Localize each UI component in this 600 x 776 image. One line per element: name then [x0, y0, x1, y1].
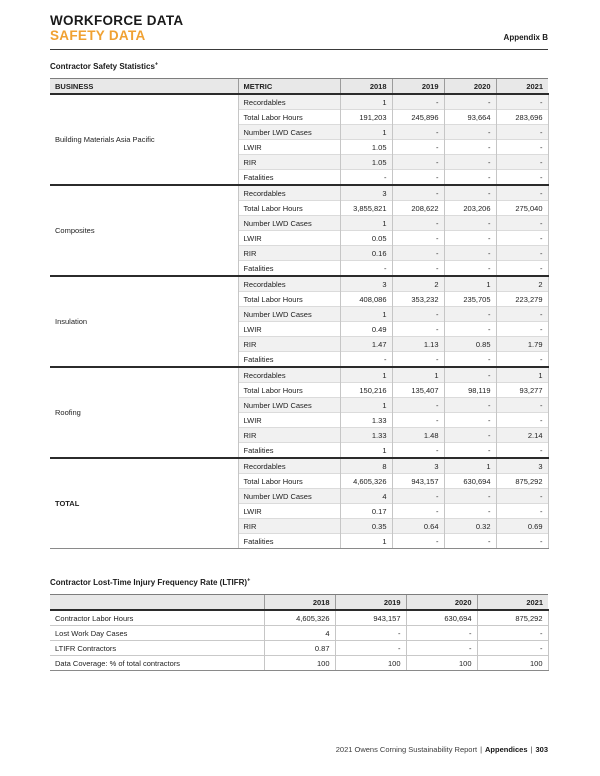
value-cell: 275,040	[496, 201, 548, 216]
value-cell: -	[444, 216, 496, 231]
value-cell: -	[406, 626, 477, 641]
table-row	[50, 276, 548, 292]
table-row	[50, 458, 548, 474]
value-cell: 0.32	[444, 519, 496, 534]
value-cell: -	[444, 140, 496, 155]
page-footer	[336, 745, 548, 754]
footer-separator: |	[480, 745, 483, 754]
footer-page-number: 303	[535, 745, 548, 754]
metric-cell: LWIR	[238, 504, 340, 519]
value-cell: -	[335, 641, 406, 656]
ltifr-table	[50, 594, 549, 671]
value-cell: -	[496, 398, 548, 413]
column-header-2021: 2021	[496, 79, 548, 95]
value-cell: -	[444, 185, 496, 201]
value-cell: 3	[392, 458, 444, 474]
table-row	[50, 185, 548, 201]
value-cell: 943,157	[335, 610, 406, 626]
value-cell: -	[496, 307, 548, 322]
value-cell: -	[444, 170, 496, 186]
metric-cell: Fatalities	[238, 261, 340, 277]
value-cell: 283,696	[496, 110, 548, 125]
metric-cell: Fatalities	[238, 443, 340, 459]
value-cell: -	[496, 322, 548, 337]
footnote-marker: +	[247, 577, 251, 584]
value-cell: -	[496, 352, 548, 368]
value-cell: -	[340, 352, 392, 368]
value-cell: 1	[340, 534, 392, 549]
metric-cell: Number LWD Cases	[238, 307, 340, 322]
table2-header-row	[50, 595, 548, 611]
value-cell: 4,605,326	[340, 474, 392, 489]
page-header	[50, 13, 548, 43]
value-cell: 4,605,326	[264, 610, 335, 626]
footer-report-name: 2021 Owens Corning Sustainability Report	[335, 745, 478, 754]
value-cell: -	[444, 413, 496, 428]
value-cell: -	[335, 626, 406, 641]
metric-cell: Total Labor Hours	[238, 110, 340, 125]
value-cell: -	[392, 307, 444, 322]
metric-cell: Number LWD Cases	[238, 125, 340, 140]
business-cell: Roofing	[50, 367, 238, 458]
title-block	[50, 13, 183, 43]
value-cell: 1.48	[392, 428, 444, 443]
table-row	[50, 656, 548, 671]
value-cell: -	[444, 231, 496, 246]
value-cell: 1	[392, 367, 444, 383]
value-cell: -	[496, 155, 548, 170]
value-cell: 0.49	[340, 322, 392, 337]
metric-cell: Fatalities	[238, 352, 340, 368]
value-cell: 408,086	[340, 292, 392, 307]
value-cell: -	[392, 140, 444, 155]
value-cell: 1.33	[340, 413, 392, 428]
value-cell: -	[392, 216, 444, 231]
value-cell: -	[392, 322, 444, 337]
value-cell: 223,279	[496, 292, 548, 307]
metric-cell: RIR	[238, 519, 340, 534]
row-label-cell: Data Coverage: % of total contractors	[50, 656, 264, 671]
value-cell: 0.69	[496, 519, 548, 534]
column-header-2018: 2018	[264, 595, 335, 611]
metric-cell: Recordables	[238, 185, 340, 201]
value-cell: -	[392, 504, 444, 519]
table-row	[50, 94, 548, 110]
value-cell: 1	[444, 276, 496, 292]
value-cell: 3,855,821	[340, 201, 392, 216]
table-row	[50, 367, 548, 383]
value-cell: 630,694	[444, 474, 496, 489]
metric-cell: Recordables	[238, 458, 340, 474]
table-row	[50, 641, 548, 656]
value-cell: -	[496, 504, 548, 519]
metric-cell: Fatalities	[238, 170, 340, 186]
value-cell: -	[496, 216, 548, 231]
value-cell: 0.16	[340, 246, 392, 261]
value-cell: -	[496, 489, 548, 504]
value-cell: -	[444, 352, 496, 368]
report-page	[50, 0, 548, 671]
value-cell: 1	[340, 94, 392, 110]
column-header-2019: 2019	[335, 595, 406, 611]
value-cell: -	[392, 246, 444, 261]
contractor-safety-title	[50, 62, 548, 71]
value-cell: 135,407	[392, 383, 444, 398]
column-header-2021: 2021	[477, 595, 548, 611]
value-cell: -	[477, 626, 548, 641]
metric-cell: RIR	[238, 337, 340, 352]
value-cell: -	[444, 367, 496, 383]
value-cell: 245,896	[392, 110, 444, 125]
value-cell: -	[444, 307, 496, 322]
ltifr-title	[50, 578, 548, 587]
column-header-2018: 2018	[340, 79, 392, 95]
metric-cell: Recordables	[238, 94, 340, 110]
value-cell: 4	[264, 626, 335, 641]
value-cell: -	[392, 443, 444, 459]
value-cell: -	[444, 322, 496, 337]
value-cell: 353,232	[392, 292, 444, 307]
value-cell: 3	[496, 458, 548, 474]
value-cell: -	[496, 246, 548, 261]
value-cell: 1	[340, 307, 392, 322]
value-cell: -	[496, 140, 548, 155]
value-cell: 1.13	[392, 337, 444, 352]
value-cell: 150,216	[340, 383, 392, 398]
value-cell: -	[340, 261, 392, 277]
column-header-2020: 2020	[406, 595, 477, 611]
value-cell: 203,206	[444, 201, 496, 216]
metric-cell: LWIR	[238, 231, 340, 246]
value-cell: 1.79	[496, 337, 548, 352]
value-cell: 0.17	[340, 504, 392, 519]
metric-cell: Total Labor Hours	[238, 474, 340, 489]
value-cell: 0.35	[340, 519, 392, 534]
table1-header-row	[50, 79, 548, 95]
value-cell: 191,203	[340, 110, 392, 125]
metric-cell: RIR	[238, 246, 340, 261]
value-cell: 1	[340, 398, 392, 413]
row-label-cell: LTIFR Contractors	[50, 641, 264, 656]
value-cell: -	[444, 155, 496, 170]
value-cell: -	[392, 413, 444, 428]
column-header-business: BUSINESS	[50, 79, 238, 95]
value-cell: 1	[444, 458, 496, 474]
column-header-metric: METRIC	[238, 79, 340, 95]
value-cell: 1	[340, 367, 392, 383]
value-cell: -	[392, 170, 444, 186]
value-cell: 1.33	[340, 428, 392, 443]
value-cell: 2	[496, 276, 548, 292]
metric-cell: Recordables	[238, 276, 340, 292]
value-cell: 93,664	[444, 110, 496, 125]
value-cell: -	[444, 428, 496, 443]
metric-cell: Number LWD Cases	[238, 398, 340, 413]
business-cell: Building Materials Asia Pacific	[50, 94, 238, 185]
value-cell: 8	[340, 458, 392, 474]
value-cell: -	[444, 489, 496, 504]
value-cell: -	[496, 261, 548, 277]
value-cell: -	[496, 94, 548, 110]
value-cell: 875,292	[477, 610, 548, 626]
value-cell: 3	[340, 185, 392, 201]
value-cell: 93,277	[496, 383, 548, 398]
value-cell: -	[392, 231, 444, 246]
table-row	[50, 610, 548, 626]
ltifr-title-text: Contractor Lost-Time Injury Frequency Rate (LTIFR)	[50, 578, 248, 587]
value-cell: -	[392, 94, 444, 110]
value-cell: -	[444, 246, 496, 261]
appendix-label: Appendix B	[503, 33, 548, 42]
value-cell: 1	[340, 125, 392, 140]
value-cell: 875,292	[496, 474, 548, 489]
metric-cell: LWIR	[238, 413, 340, 428]
metric-cell: Total Labor Hours	[238, 383, 340, 398]
metric-cell: Recordables	[238, 367, 340, 383]
value-cell: -	[444, 534, 496, 549]
metric-cell: Number LWD Cases	[238, 216, 340, 231]
value-cell: -	[392, 155, 444, 170]
value-cell: 1.05	[340, 140, 392, 155]
row-label-cell: Contractor Labor Hours	[50, 610, 264, 626]
metric-cell: LWIR	[238, 140, 340, 155]
footer-section-name: Appendices	[485, 745, 528, 754]
column-header-blank	[50, 595, 264, 611]
value-cell: -	[496, 125, 548, 140]
value-cell: -	[496, 170, 548, 186]
column-header-2020: 2020	[444, 79, 496, 95]
metric-cell: Number LWD Cases	[238, 489, 340, 504]
value-cell: -	[444, 443, 496, 459]
value-cell: -	[496, 443, 548, 459]
value-cell: -	[496, 534, 548, 549]
value-cell: -	[392, 261, 444, 277]
value-cell: 2.14	[496, 428, 548, 443]
business-cell: TOTAL	[50, 458, 238, 549]
value-cell: -	[392, 352, 444, 368]
table-row	[50, 626, 548, 641]
column-header-2019: 2019	[392, 79, 444, 95]
value-cell: -	[392, 125, 444, 140]
value-cell: -	[444, 94, 496, 110]
value-cell: -	[392, 489, 444, 504]
value-cell: 100	[264, 656, 335, 671]
value-cell: 0.64	[392, 519, 444, 534]
value-cell: -	[496, 413, 548, 428]
value-cell: 1.05	[340, 155, 392, 170]
value-cell: 4	[340, 489, 392, 504]
value-cell: 943,157	[392, 474, 444, 489]
metric-cell: Total Labor Hours	[238, 201, 340, 216]
metric-cell: RIR	[238, 428, 340, 443]
metric-cell: Total Labor Hours	[238, 292, 340, 307]
page-title: WORKFORCE DATA	[50, 13, 184, 28]
table2-body	[50, 610, 548, 671]
table1-body	[50, 94, 548, 549]
contractor-safety-title-text: Contractor Safety Statistics	[50, 62, 155, 71]
contractor-safety-table	[50, 78, 549, 549]
value-cell: -	[496, 185, 548, 201]
business-cell: Composites	[50, 185, 238, 276]
value-cell: 100	[406, 656, 477, 671]
table1-head	[50, 79, 548, 95]
value-cell: 208,622	[392, 201, 444, 216]
value-cell: 630,694	[406, 610, 477, 626]
value-cell: 100	[477, 656, 548, 671]
value-cell: 1	[340, 216, 392, 231]
page-subtitle: SAFETY DATA	[50, 28, 146, 43]
business-cell: Insulation	[50, 276, 238, 367]
metric-cell: LWIR	[238, 322, 340, 337]
value-cell: -	[392, 534, 444, 549]
value-cell: -	[444, 261, 496, 277]
metric-cell: RIR	[238, 155, 340, 170]
value-cell: 1	[340, 443, 392, 459]
value-cell: 0.87	[264, 641, 335, 656]
value-cell: 1	[496, 367, 548, 383]
header-divider	[50, 49, 548, 50]
value-cell: 100	[335, 656, 406, 671]
value-cell: 0.05	[340, 231, 392, 246]
value-cell: -	[477, 641, 548, 656]
table2-head	[50, 595, 548, 611]
value-cell: -	[340, 170, 392, 186]
value-cell: 2	[392, 276, 444, 292]
value-cell: -	[444, 504, 496, 519]
metric-cell: Fatalities	[238, 534, 340, 549]
value-cell: -	[392, 185, 444, 201]
value-cell: -	[406, 641, 477, 656]
value-cell: 1.47	[340, 337, 392, 352]
value-cell: -	[392, 398, 444, 413]
value-cell: 98,119	[444, 383, 496, 398]
row-label-cell: Lost Work Day Cases	[50, 626, 264, 641]
value-cell: 235,705	[444, 292, 496, 307]
value-cell: -	[444, 125, 496, 140]
value-cell: -	[444, 398, 496, 413]
value-cell: 3	[340, 276, 392, 292]
footer-separator: |	[530, 745, 533, 754]
value-cell: 0.85	[444, 337, 496, 352]
value-cell: -	[496, 231, 548, 246]
footnote-marker: +	[154, 61, 159, 68]
